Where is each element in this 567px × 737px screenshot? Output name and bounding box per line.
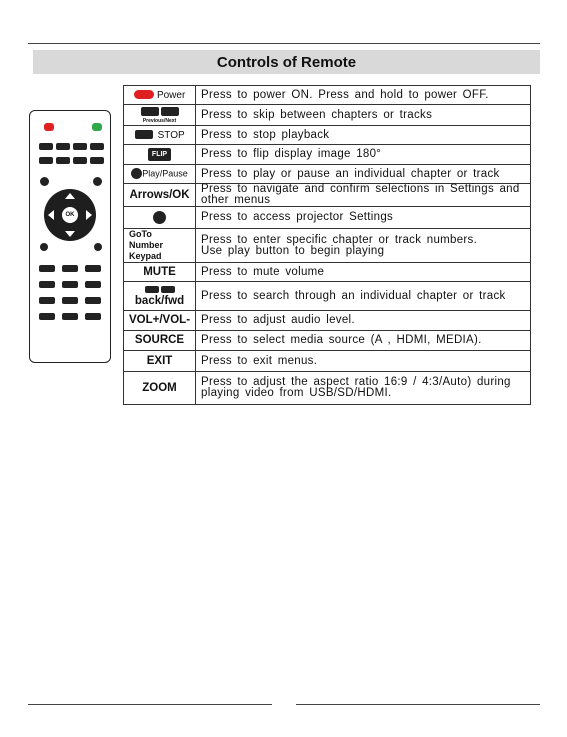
table-row xyxy=(124,351,531,372)
arrow-down-icon xyxy=(65,231,75,237)
table-row xyxy=(124,165,531,184)
key-3-icon xyxy=(85,265,101,272)
flip-button-icon xyxy=(56,157,70,164)
menu-icon xyxy=(153,211,166,224)
vol-plus-button-icon xyxy=(90,157,104,164)
key-7-icon xyxy=(39,297,55,304)
goto-label: GoTo xyxy=(129,229,152,239)
bottom-rule-right xyxy=(296,704,540,705)
power-button-icon xyxy=(44,123,54,131)
key-0-icon xyxy=(62,313,78,320)
back-fwd-label: back/fwd xyxy=(134,295,185,307)
flip-key-cell xyxy=(124,145,196,165)
power-icon xyxy=(134,90,154,99)
top-rule xyxy=(28,43,540,44)
table-row xyxy=(124,126,531,145)
exit-button-icon xyxy=(94,243,102,251)
key-2-icon xyxy=(62,265,78,272)
controls-table xyxy=(123,85,531,405)
row-description: Press to search through an individual chapter or track xyxy=(196,282,531,311)
row-description: Press to access projector Settings xyxy=(196,207,531,229)
zoom-key-cell: ZOOM xyxy=(124,372,196,405)
zoom-key-icon xyxy=(85,313,101,320)
table-row xyxy=(124,105,531,126)
mute-key-cell: MUTE xyxy=(124,263,196,282)
table-row xyxy=(124,311,531,331)
row-description: Press to adjust audio level. xyxy=(196,311,531,331)
play-pause-key-cell xyxy=(124,165,196,184)
green-button-icon xyxy=(92,123,102,131)
key-1-icon xyxy=(39,265,55,272)
previous-next-label: Previous/Next xyxy=(142,117,177,124)
table-row xyxy=(124,86,531,105)
previous-icon xyxy=(141,107,159,116)
prev-button-icon xyxy=(39,143,53,150)
table-row xyxy=(124,331,531,351)
row-description: Press to stop playback xyxy=(196,126,531,145)
forward-button-icon xyxy=(73,143,87,150)
menu-key-cell xyxy=(124,207,196,229)
key-4-icon xyxy=(39,281,55,288)
next-button-icon xyxy=(90,143,104,150)
exit-key-cell: EXIT xyxy=(124,351,196,372)
arrow-left-icon xyxy=(48,210,54,220)
row-description: Press to select media source (A , HDMI, MEDIA). xyxy=(196,331,531,351)
row-description: Press to exit menus. xyxy=(196,351,531,372)
fwd-icon xyxy=(161,286,175,293)
row-description xyxy=(196,229,531,263)
rewind-button-icon xyxy=(56,143,70,150)
table-row xyxy=(124,145,531,165)
table-row xyxy=(124,229,531,263)
previous-next-key-cell xyxy=(124,105,196,126)
play-pause-button-icon xyxy=(40,177,49,186)
play-pause-icon xyxy=(131,168,142,179)
back-fwd-key-cell xyxy=(124,282,196,311)
row-description: Press to skip between chapters or tracks xyxy=(196,105,531,126)
mute-key-icon xyxy=(39,313,55,320)
power-key-cell xyxy=(124,86,196,105)
row-description: Press to power ON. Press and hold to power OFF. xyxy=(196,86,531,105)
arrows-ok-key-cell: Arrows/OK xyxy=(124,184,196,207)
vol-minus-button-icon xyxy=(73,157,87,164)
ok-button-icon: OK xyxy=(61,206,79,224)
goto-button-icon xyxy=(93,177,102,186)
table-row xyxy=(124,184,531,207)
table-row xyxy=(124,263,531,282)
row-description: Press to play or pause an individual chapter or track xyxy=(196,165,531,184)
row-description: Press to adjust the aspect ratio 16:9 / 4:3/Auto) during playing video from USB/SD/HDMI. xyxy=(196,372,531,405)
section-title: Controls of Remote xyxy=(33,50,540,74)
row-description: Press to navigate and confirm selections in Settings and other menus xyxy=(196,184,531,207)
flip-key-label: FLIP xyxy=(148,148,171,161)
stop-icon xyxy=(135,130,153,139)
table-row xyxy=(124,372,531,405)
row-description: Press to mute volume xyxy=(196,263,531,282)
key-9-icon xyxy=(85,297,101,304)
arrow-right-icon xyxy=(86,210,92,220)
dpad-icon xyxy=(44,189,96,241)
row-description: Press to flip display image 180° xyxy=(196,145,531,165)
source-key-cell: SOURCE xyxy=(124,331,196,351)
number-keypad-label: Number Keypad xyxy=(129,240,164,261)
key-6-icon xyxy=(85,281,101,288)
goto-description: Press to enter specific chapter or track numbers. xyxy=(201,233,478,246)
arrow-up-icon xyxy=(65,193,75,199)
goto-description-2: Use play button to begin playing xyxy=(201,244,385,257)
back-icon xyxy=(145,286,159,293)
menu-button-icon xyxy=(40,243,48,251)
play-pause-key-label: Play/Pause xyxy=(142,168,188,179)
remote-illustration xyxy=(29,110,111,363)
stop-key-cell xyxy=(124,126,196,145)
next-icon xyxy=(161,107,179,116)
key-5-icon xyxy=(62,281,78,288)
bottom-rule-left xyxy=(28,704,272,705)
vol-key-cell: VOL+/VOL- xyxy=(124,311,196,331)
stop-button-icon xyxy=(39,157,53,164)
key-8-icon xyxy=(62,297,78,304)
stop-key-label: STOP xyxy=(157,129,185,141)
goto-keypad-key-cell xyxy=(124,229,196,263)
table-row xyxy=(124,282,531,311)
power-key-label: Power xyxy=(156,89,186,101)
table-row xyxy=(124,207,531,229)
